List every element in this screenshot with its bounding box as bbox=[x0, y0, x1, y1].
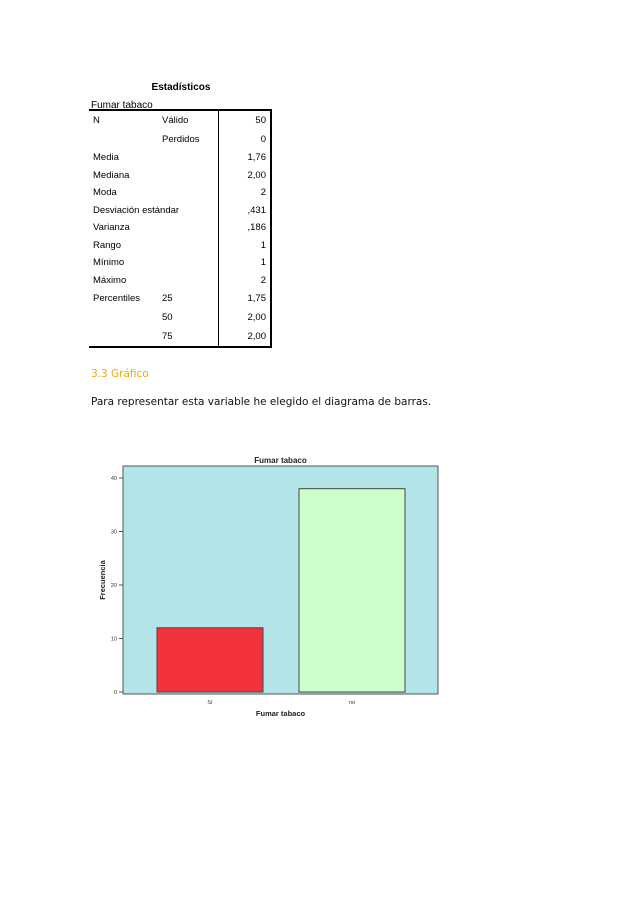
stats-cell-label bbox=[89, 308, 158, 327]
stats-subtitle: Fumar tabaco bbox=[91, 100, 153, 111]
stats-cell-value: 2 bbox=[260, 274, 266, 286]
x-tick-label: no bbox=[348, 700, 356, 706]
y-tick-label: 10 bbox=[110, 636, 117, 643]
stats-row bbox=[89, 167, 271, 185]
y-tick-label: 30 bbox=[110, 529, 117, 536]
stats-row bbox=[89, 254, 271, 272]
stats-cell-value: 50 bbox=[255, 115, 266, 126]
stats-cell-value: 2 bbox=[260, 187, 266, 199]
body-paragraph: Para representar esta variable he elegido el diagrama de barras. bbox=[91, 396, 432, 408]
stats-cell-value: 2,00 bbox=[247, 331, 266, 342]
stats-cell-sub bbox=[158, 254, 219, 272]
stats-cell-value: 1,75 bbox=[247, 293, 266, 304]
bar-chart bbox=[92, 450, 448, 730]
chart-title: Fumar tabaco bbox=[254, 456, 307, 465]
stats-cell-sub: Perdidos bbox=[158, 130, 219, 149]
stats-row bbox=[89, 272, 271, 290]
y-tick-label: 20 bbox=[110, 583, 117, 589]
stats-cell-label: Mínimo bbox=[93, 257, 125, 269]
bar-0 bbox=[157, 628, 263, 692]
stats-row bbox=[89, 184, 271, 202]
stats-cell-sub bbox=[158, 272, 219, 290]
stats-row bbox=[89, 149, 271, 167]
stats-row bbox=[89, 289, 271, 308]
stats-row bbox=[89, 130, 271, 149]
stats-cell-label: Moda bbox=[93, 187, 117, 199]
stats-cell-label: Rango bbox=[93, 239, 121, 251]
stats-cell-sub bbox=[158, 219, 219, 237]
stats-row bbox=[89, 219, 271, 237]
stats-cell-label bbox=[89, 130, 158, 149]
stats-cell-label: Media bbox=[93, 152, 119, 164]
section-heading: 3.3 Gráfico bbox=[91, 368, 149, 380]
stats-row bbox=[89, 237, 271, 255]
stats-row bbox=[89, 327, 271, 347]
stats-cell-value: ,186 bbox=[247, 222, 266, 234]
stats-cell-value: 1 bbox=[260, 239, 266, 251]
y-tick-label: 40 bbox=[110, 476, 117, 482]
stats-cell-sub: Válido bbox=[158, 110, 219, 130]
x-axis-label: Fumar tabaco bbox=[255, 709, 306, 718]
stats-cell-sub: 50 bbox=[158, 308, 219, 327]
stats-cell-label: Percentiles bbox=[93, 293, 140, 304]
stats-title: Estadísticos bbox=[151, 82, 211, 93]
stats-row bbox=[89, 308, 271, 327]
stats-cell-label: Varianza bbox=[93, 222, 130, 234]
stats-cell-sub: 25 bbox=[158, 289, 219, 308]
stats-cell-value: 0 bbox=[260, 134, 266, 145]
stats-cell-label: Desviación estándar bbox=[93, 204, 180, 216]
bar-1 bbox=[299, 489, 405, 692]
stats-row bbox=[89, 110, 271, 130]
stats-cell-sub bbox=[158, 237, 219, 255]
stats-cell-label: N bbox=[93, 115, 100, 126]
stats-cell-label: Máximo bbox=[93, 274, 127, 286]
stats-cell-value: 1,76 bbox=[247, 152, 266, 164]
stats-cell-label: Mediana bbox=[93, 169, 130, 181]
statistics-table bbox=[89, 109, 272, 348]
stats-cell-value: 1 bbox=[260, 257, 266, 269]
stats-cell-sub bbox=[158, 184, 219, 202]
stats-cell-value: 2,00 bbox=[247, 169, 266, 181]
stats-cell-sub bbox=[158, 149, 219, 167]
stats-cell-label bbox=[89, 327, 158, 347]
y-tick-label: 0 bbox=[113, 690, 117, 696]
stats-row bbox=[89, 202, 271, 220]
stats-cell-sub: 75 bbox=[158, 327, 219, 347]
stats-cell-value: ,431 bbox=[247, 204, 266, 216]
stats-cell-value: 2,00 bbox=[247, 312, 266, 323]
stats-cell-sub bbox=[158, 167, 219, 185]
y-axis-label: Frecuencia bbox=[98, 560, 107, 600]
x-tick-label: Sí bbox=[207, 700, 213, 706]
